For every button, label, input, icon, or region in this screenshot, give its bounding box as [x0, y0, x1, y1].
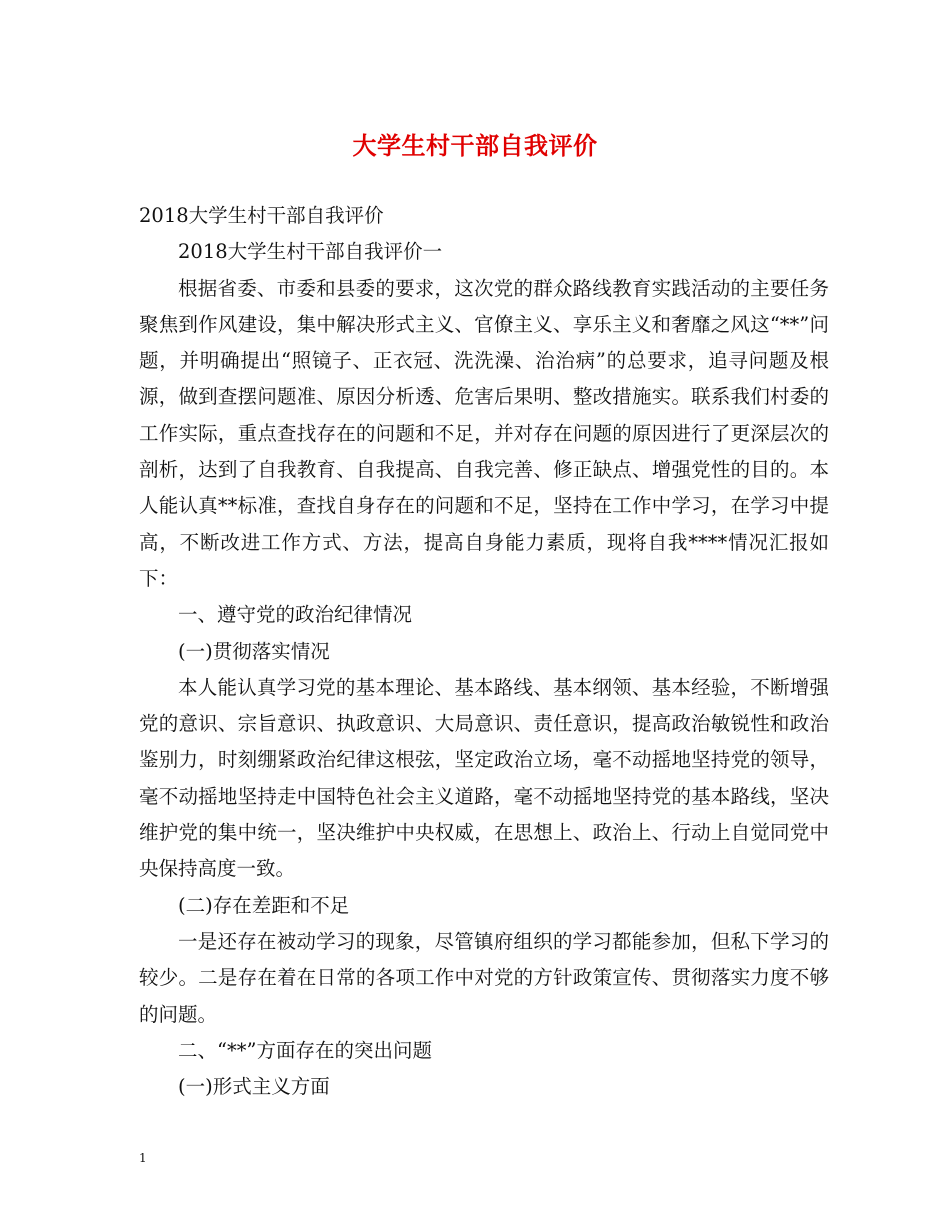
subsection-heading-2-1: (一)形式主义方面	[178, 1075, 330, 1099]
paragraph-implementation: 本人能认真学习党的基本理论、基本路线、基本纲领、基本经验，不断增强党的意识、宗旨意识、执政意识、大局意识、责任意识，提高政治敏锐性和政治鉴别力，时刻绷紧政治纪律这根弦，坚定政治立场，毫不动摇地坚持党的领导，毫不动摇地坚持走中国特色社会主义道路，毫不动摇地坚持党的基本路线，坚决维护党的集中统一，坚决维护中央权威，在思想上、政治上、行动上自觉同党中央保持高度一致。	[139, 675, 829, 881]
subsection-heading-1-1: (一)贯彻落实情况	[178, 639, 330, 663]
section-heading-2: 二、“**”方面存在的突出问题	[178, 1038, 432, 1062]
paragraph-shortcomings: 一是还存在被动学习的现象，尽管镇府组织的学习都能参加，但私下学习的较少。二是存在着在日常的各项工作中对党的方针政策宣传、贯彻落实力度不够的问题。	[139, 929, 829, 1026]
document-body	[139, 198, 829, 1105]
subsection-heading-1-2: (二)存在差距和不足	[178, 893, 350, 917]
paragraph-heading-year: 2018大学生村干部自我评价	[139, 204, 384, 227]
paragraph-intro: 根据省委、市委和县委的要求，这次党的群众路线教育实践活动的主要任务聚焦到作风建设，集中解决形式主义、官僚主义、享乐主义和奢靡之风这“**”问题，并明确提出“照镜子、正衣冠、洗洗澡、治治病”的总要求，追寻问题及根源，做到查摆问题准、原因分析透、危害后果明、整改措施实。联系我们村委的工作实际，重点查找存在的问题和不足，并对存在问题的原因进行了更深层次的剖析，达到了自我教育、自我提高、自我完善、修正缺点、增强党性的目的。本人能认真**标准，查找自身存在的问题和不足，坚持在工作中学习，在学习中提高，不断改进工作方式、方法，提高自身能力素质，现将自我****情况汇报如下：	[139, 276, 829, 590]
section-heading-1: 一、遵守党的政治纪律情况	[178, 603, 413, 627]
document-title: 大学生村干部自我评价	[352, 132, 598, 160]
page-number: 1	[139, 1151, 147, 1165]
paragraph-subtitle: 2018大学生村干部自我评价一	[178, 240, 443, 264]
